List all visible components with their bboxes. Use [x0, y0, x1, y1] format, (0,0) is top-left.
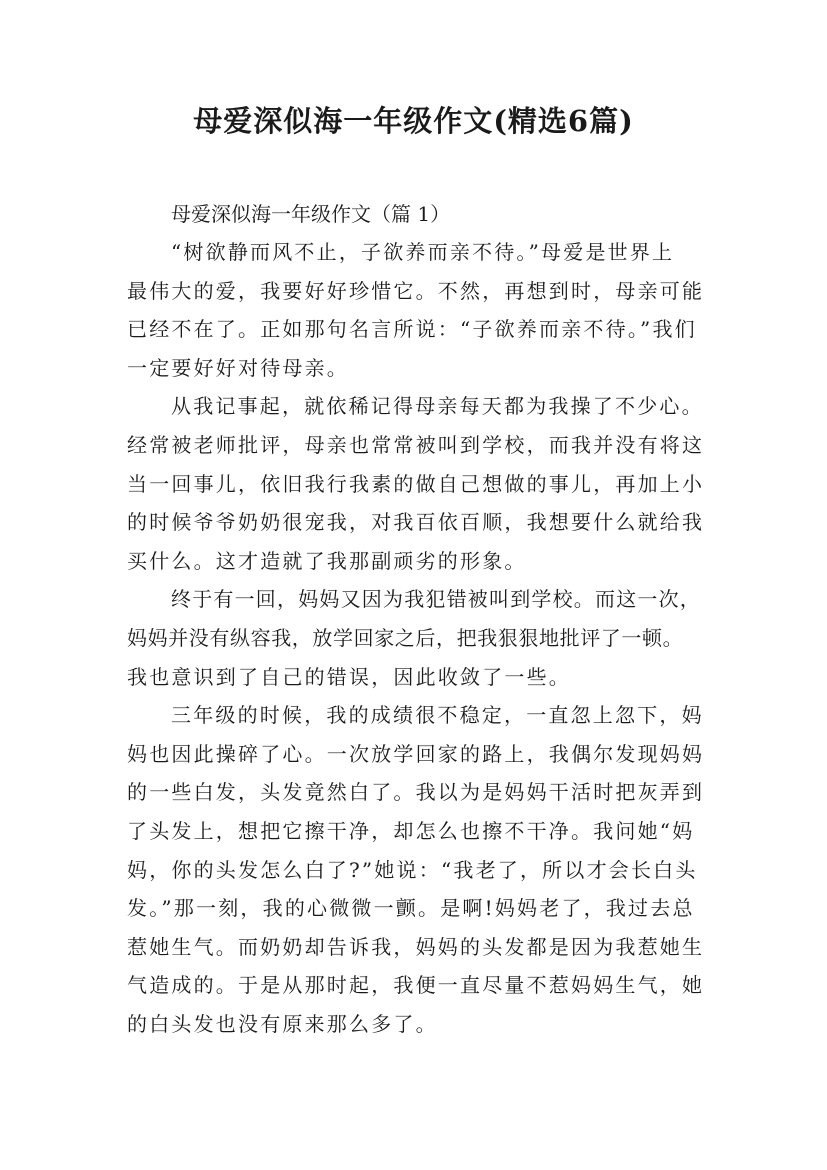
document-title: 母爱深似海一年级作文(精选6篇): [193, 104, 634, 138]
document-body: [127, 195, 707, 1043]
paragraph-line: 我也意识到了自己的错误，因此收敛了一些。: [127, 664, 571, 689]
paragraph-line: 妈妈并没有纵容我，放学回家之后，把我狠狠地批评了一顿。: [127, 625, 684, 650]
paragraph-line: 买什么。这才造就了我那副顽劣的形象。: [127, 548, 527, 573]
paragraph-line: 妈也因此操碎了心。一次放学回家的路上，我偶尔发现妈妈: [127, 741, 705, 766]
paragraph-line: 最伟大的爱，我要好好珍惜它。不然，再想到时，母亲可能: [127, 278, 705, 303]
paragraph-4: [127, 696, 707, 1043]
paragraph-line: 的白头发也没有原来那么多了。: [127, 1011, 438, 1036]
paragraph-line: 终于有一回，妈妈又因为我犯错被叫到学校。而这一次，: [171, 587, 701, 612]
paragraph-line: 惹她生气。而奶奶却告诉我，妈妈的头发都是因为我惹她生: [127, 934, 705, 959]
paragraph-1: [127, 233, 707, 387]
paragraph-line: 从我记事起，就依稀记得母亲每天都为我操了不少心。: [171, 394, 704, 419]
paragraph-line: 已经不在了。正如那句名言所说：“子欲养而亲不待。”我们: [127, 317, 697, 342]
paragraph-2: [127, 387, 707, 580]
paragraph-line: 发。”那一刻，我的心微微一颤。是啊!妈妈老了，我过去总: [127, 896, 695, 921]
paragraph-line: 气造成的。于是从那时起，我便一直尽量不惹妈妈生气，她: [127, 973, 705, 998]
paragraph-line: 的一些白发，头发竟然白了。我以为是妈妈干活时把灰弄到: [127, 780, 705, 805]
paragraph-3: [127, 580, 707, 696]
section-heading: 母爱深似海一年级作文（篇 1）: [171, 202, 451, 226]
paragraph-line: 当一回事儿，依旧我行我素的做自己想做的事儿，再加上小: [127, 471, 705, 496]
paragraph-line: 一定要好好对待母亲。: [127, 355, 349, 380]
paragraph-line: 了头发上，想把它擦干净，却怎么也擦不干净。我问她“妈: [127, 818, 695, 843]
paragraph-line: 经常被老师批评，母亲也常常被叫到学校，而我并没有将这: [127, 432, 705, 457]
paragraph-line: 三年级的时候，我的成绩很不稳定，一直忽上忽下，妈: [171, 703, 704, 728]
paragraph-line: 的时候爷爷奶奶很宠我，对我百依百顺，我想要什么就给我: [127, 510, 705, 535]
paragraph-line: 妈，你的头发怎么白了?”她说：“我老了，所以才会长白头: [127, 857, 698, 882]
paragraph-line: “树欲静而风不止，子欲养而亲不待。”母爱是世界上: [171, 240, 675, 264]
